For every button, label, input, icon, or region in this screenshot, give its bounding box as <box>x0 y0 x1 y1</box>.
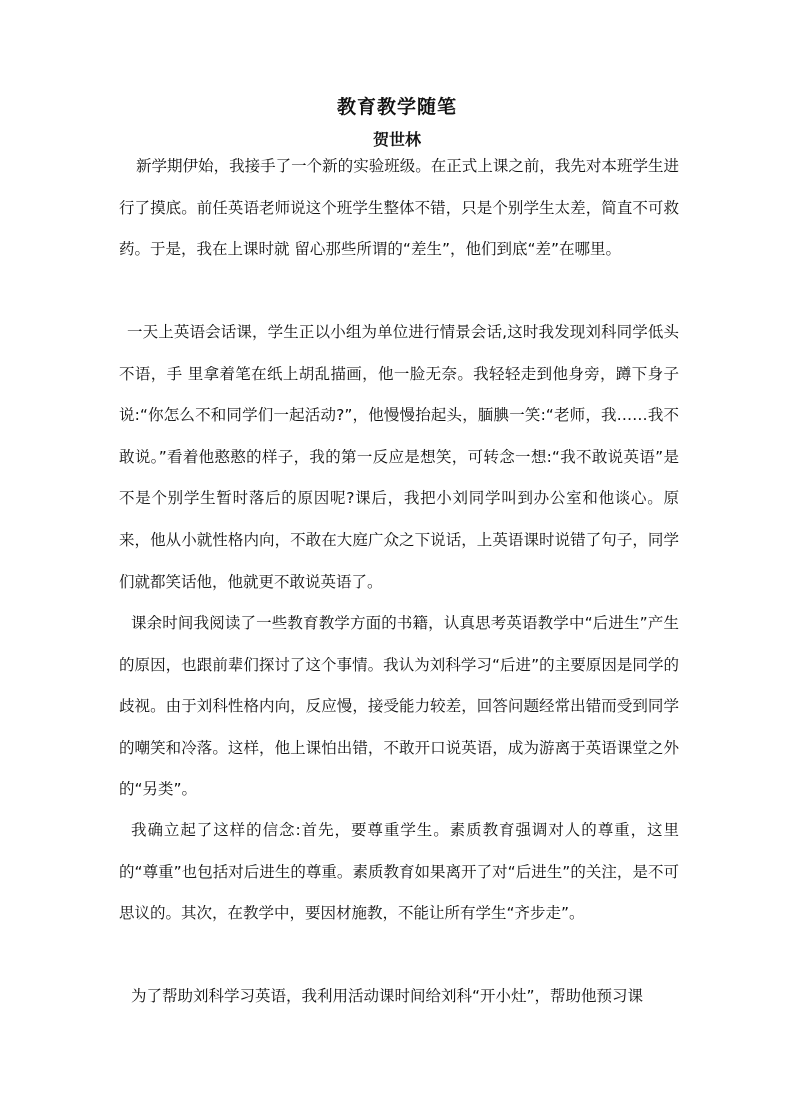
paragraph-3: 课余时间我阅读了一些教育教学方面的书籍，认真思考英语教学中“后进生”产生的原因，也跟前辈们探讨了这个事情。我认为刘科学习“后进”的主要原因是同学的歧视。由于刘科性格内向，反应慢，接受能力较差，回答问题经常出错而受到同学的嘲笑和冷落。这样，他上课怕出错，不敢开口说英语，成为游离于英语课堂之外的“另类”。 <box>119 614 679 799</box>
document-author: 贺世林 <box>372 130 421 149</box>
paragraph-4: 我确立起了这样的信念:首先，要尊重学生。素质教育强调对人的尊重，这里的“尊重”也包括对后进生的尊重。素质教育如果离开了对“后进生”的关注，是不可思议的。其次，在教学中，要因材施教，不能让所有学生“齐步走”。 <box>119 821 679 923</box>
paragraph-5: 为了帮助刘科学习英语，我利用活动课时间给刘科“开小灶”，帮助他预习课 <box>131 987 644 1005</box>
document-title: 教育教学随笔 <box>336 96 457 118</box>
paragraph-2: 一天上英语会话课，学生正以小组为单位进行情景会话,这时我发现刘科同学低头不语，手 里拿着笔在纸上胡乱描画，他一脸无奈。我轻轻走到他身旁，蹲下身子说:“你怎么不和同学们一起活动?”，他慢慢抬起头，腼腆一笑:“老师，我……我不敢说。”看着他憨憨的样子，我的第一反应是想笑，可转念一想:“我不敢说英语”是不是个别学生暂时落后的原因呢?课后，我把小刘同学叫到办公室和他谈心。原来，他从小就性格内向，不敢在大庭广众之下说话，上英语课时说错了句子，同学们就都笑话他，他就更不敢说英语了。 <box>119 323 679 591</box>
paragraph-1: 新学期伊始，我接手了一个新的实验班级。在正式上课之前，我先对本班学生进行了摸底。前任英语老师说这个班学生整体不错，只是个别学生太差，简直不可救药。于是，我在上课时就 留心那些所谓的“差生”，他们到底“差”在哪里。 <box>119 157 679 259</box>
